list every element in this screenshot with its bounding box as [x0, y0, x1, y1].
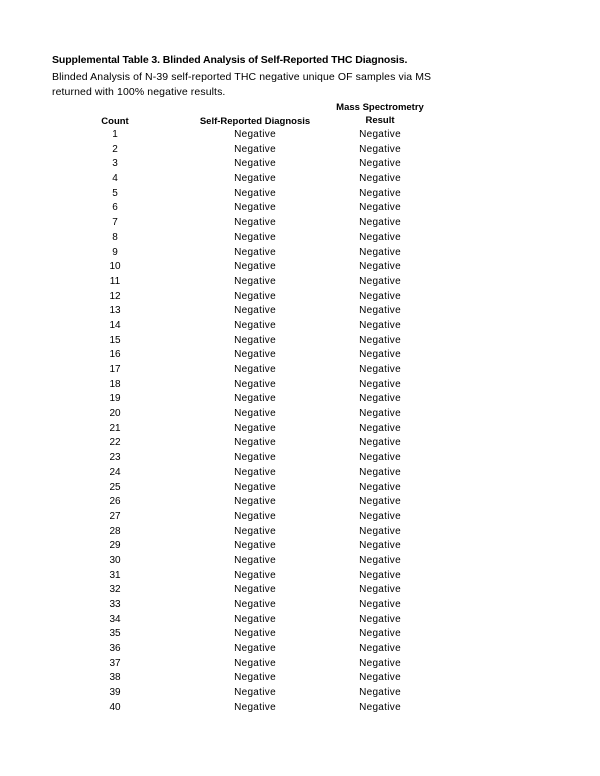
ms-result-cell: Negative — [359, 496, 401, 508]
table-body — [0, 128, 600, 716]
self-reported-cell: Negative — [234, 613, 276, 625]
ms-result-cell: Negative — [359, 305, 401, 317]
table-row — [0, 466, 600, 481]
self-reported-cell: Negative — [234, 275, 276, 287]
count-cell: 32 — [109, 584, 121, 596]
ms-result-cell: Negative — [359, 540, 401, 552]
table-caption: Blinded Analysis of N-39 self-reported THC negative unique OF samples via MS returned with 100% negative results. — [52, 71, 432, 98]
ms-result-cell: Negative — [359, 217, 401, 229]
count-cell: 1 — [112, 129, 118, 140]
ms-result-cell: Negative — [359, 187, 401, 199]
table-row — [0, 378, 600, 393]
table-row — [0, 583, 600, 598]
count-cell: 23 — [109, 452, 121, 464]
self-reported-cell: Negative — [234, 510, 276, 522]
header-ms-line1: Mass Spectrometry — [336, 102, 424, 113]
self-reported-cell: Negative — [234, 569, 276, 581]
table-row — [0, 304, 600, 319]
ms-result-cell: Negative — [359, 319, 401, 331]
count-cell: 37 — [109, 657, 121, 669]
table-row — [0, 495, 600, 510]
table-row — [0, 422, 600, 437]
self-reported-cell: Negative — [234, 466, 276, 478]
count-cell: 6 — [112, 202, 118, 214]
self-reported-cell: Negative — [234, 187, 276, 199]
self-reported-cell: Negative — [234, 657, 276, 669]
self-reported-cell: Negative — [234, 672, 276, 684]
table-row — [0, 539, 600, 554]
table-row — [0, 613, 600, 628]
ms-result-cell: Negative — [359, 525, 401, 537]
count-cell: 15 — [109, 334, 121, 346]
table-row — [0, 451, 600, 466]
count-cell: 39 — [109, 687, 121, 699]
ms-result-cell: Negative — [359, 687, 401, 699]
count-cell: 12 — [109, 290, 121, 302]
self-reported-cell: Negative — [234, 701, 276, 713]
ms-result-cell: Negative — [359, 231, 401, 243]
self-reported-cell: Negative — [234, 554, 276, 566]
ms-result-cell: Negative — [359, 422, 401, 434]
ms-result-cell: Negative — [359, 393, 401, 405]
table-row — [0, 481, 600, 496]
table-row — [0, 246, 600, 261]
ms-result-cell: Negative — [359, 378, 401, 390]
self-reported-cell: Negative — [234, 584, 276, 596]
self-reported-cell: Negative — [234, 364, 276, 375]
count-cell: 16 — [109, 349, 121, 361]
header-count: Count — [101, 116, 129, 127]
count-cell: 25 — [109, 481, 121, 493]
ms-result-cell: Negative — [359, 452, 401, 464]
table-row — [0, 290, 600, 305]
self-reported-cell: Negative — [234, 202, 276, 214]
count-cell: 4 — [112, 173, 118, 185]
ms-result-cell: Negative — [359, 569, 401, 581]
table-row — [0, 231, 600, 246]
ms-result-cell: Negative — [359, 334, 401, 346]
table-row — [0, 275, 600, 290]
ms-result-cell: Negative — [359, 628, 401, 640]
header-ms-line2: Result — [365, 115, 395, 126]
count-cell: 14 — [109, 319, 121, 331]
table-row — [0, 348, 600, 363]
self-reported-cell: Negative — [234, 452, 276, 464]
ms-result-cell: Negative — [359, 510, 401, 522]
self-reported-cell: Negative — [234, 481, 276, 493]
self-reported-cell: Negative — [234, 231, 276, 243]
table-row — [0, 642, 600, 657]
ms-result-cell: Negative — [359, 246, 401, 258]
ms-result-cell: Negative — [359, 261, 401, 273]
count-cell: 2 — [112, 143, 118, 155]
self-reported-cell: Negative — [234, 393, 276, 405]
ms-result-cell: Negative — [359, 554, 401, 566]
ms-result-cell: Negative — [359, 143, 401, 155]
self-reported-cell: Negative — [234, 408, 276, 420]
table-row — [0, 260, 600, 275]
ms-result-cell: Negative — [359, 290, 401, 302]
self-reported-cell: Negative — [234, 246, 276, 258]
ms-result-cell: Negative — [359, 584, 401, 596]
count-cell: 38 — [109, 672, 121, 684]
table-row — [0, 363, 600, 378]
self-reported-cell: Negative — [234, 143, 276, 155]
count-cell: 36 — [109, 643, 121, 655]
ms-result-cell: Negative — [359, 643, 401, 655]
ms-result-cell: Negative — [359, 349, 401, 361]
self-reported-cell: Negative — [234, 217, 276, 229]
self-reported-cell: Negative — [234, 496, 276, 508]
self-reported-cell: Negative — [234, 437, 276, 449]
count-cell: 21 — [109, 422, 121, 434]
count-cell: 11 — [109, 275, 121, 287]
table-row — [0, 627, 600, 642]
self-reported-cell: Negative — [234, 129, 276, 140]
table-row — [0, 510, 600, 525]
ms-result-cell: Negative — [359, 657, 401, 669]
self-reported-cell: Negative — [234, 628, 276, 640]
table-row — [0, 554, 600, 569]
self-reported-cell: Negative — [234, 319, 276, 331]
table-row — [0, 407, 600, 422]
ms-result-cell: Negative — [359, 275, 401, 287]
self-reported-cell: Negative — [234, 378, 276, 390]
count-cell: 35 — [109, 628, 121, 640]
ms-result-cell: Negative — [359, 408, 401, 420]
table-row — [0, 216, 600, 231]
count-cell: 31 — [109, 569, 121, 581]
count-cell: 20 — [109, 408, 121, 420]
self-reported-cell: Negative — [234, 540, 276, 552]
ms-result-cell: Negative — [359, 173, 401, 185]
ms-result-cell: Negative — [359, 672, 401, 684]
ms-result-cell: Negative — [359, 364, 401, 375]
table-row — [0, 187, 600, 202]
count-cell: 40 — [109, 701, 121, 713]
count-cell: 5 — [112, 187, 118, 199]
count-cell: 19 — [109, 393, 121, 405]
ms-result-cell: Negative — [359, 158, 401, 170]
ms-result-cell: Negative — [359, 481, 401, 493]
table-row — [0, 436, 600, 451]
header-mass-spectrometry-result — [320, 101, 440, 127]
count-cell: 9 — [112, 246, 118, 258]
table-row — [0, 128, 600, 143]
self-reported-cell: Negative — [234, 290, 276, 302]
self-reported-cell: Negative — [234, 599, 276, 610]
table-row — [0, 319, 600, 334]
count-cell: 3 — [112, 158, 118, 170]
table-row — [0, 686, 600, 701]
self-reported-cell: Negative — [234, 643, 276, 655]
self-reported-cell: Negative — [234, 687, 276, 699]
count-cell: 13 — [109, 305, 121, 317]
table-row — [0, 525, 600, 540]
count-cell: 30 — [109, 554, 121, 566]
table-row — [0, 172, 600, 187]
count-cell: 24 — [109, 466, 121, 478]
self-reported-cell: Negative — [234, 525, 276, 537]
table-row — [0, 392, 600, 407]
count-cell: 7 — [112, 217, 118, 229]
count-cell: 10 — [109, 261, 121, 273]
table-row — [0, 157, 600, 172]
count-cell: 17 — [109, 364, 121, 375]
self-reported-cell: Negative — [234, 422, 276, 434]
table-row — [0, 201, 600, 216]
count-cell: 29 — [109, 540, 121, 552]
table-row — [0, 671, 600, 686]
ms-result-cell: Negative — [359, 613, 401, 625]
self-reported-cell: Negative — [234, 158, 276, 170]
ms-result-cell: Negative — [359, 466, 401, 478]
table-row — [0, 657, 600, 672]
table-title: Supplemental Table 3. Blinded Analysis of Self-Reported THC Diagnosis. — [52, 54, 408, 66]
count-cell: 33 — [109, 599, 121, 610]
self-reported-cell: Negative — [234, 349, 276, 361]
count-cell: 22 — [109, 437, 121, 449]
ms-result-cell: Negative — [359, 202, 401, 214]
self-reported-cell: Negative — [234, 261, 276, 273]
count-cell: 34 — [109, 613, 121, 625]
table-row — [0, 569, 600, 584]
ms-result-cell: Negative — [359, 599, 401, 610]
count-cell: 28 — [109, 525, 121, 537]
header-self-reported-diagnosis: Self-Reported Diagnosis — [199, 116, 311, 127]
count-cell: 8 — [112, 231, 118, 243]
ms-result-cell: Negative — [359, 701, 401, 713]
ms-result-cell: Negative — [359, 437, 401, 449]
self-reported-cell: Negative — [234, 173, 276, 185]
ms-result-cell: Negative — [359, 129, 401, 140]
table-row — [0, 334, 600, 349]
self-reported-cell: Negative — [234, 334, 276, 346]
self-reported-cell: Negative — [234, 305, 276, 317]
table-row — [0, 598, 600, 613]
count-cell: 27 — [109, 510, 121, 522]
count-cell: 18 — [109, 378, 121, 390]
table-row — [0, 701, 600, 716]
table-row — [0, 143, 600, 158]
count-cell: 26 — [109, 496, 121, 508]
